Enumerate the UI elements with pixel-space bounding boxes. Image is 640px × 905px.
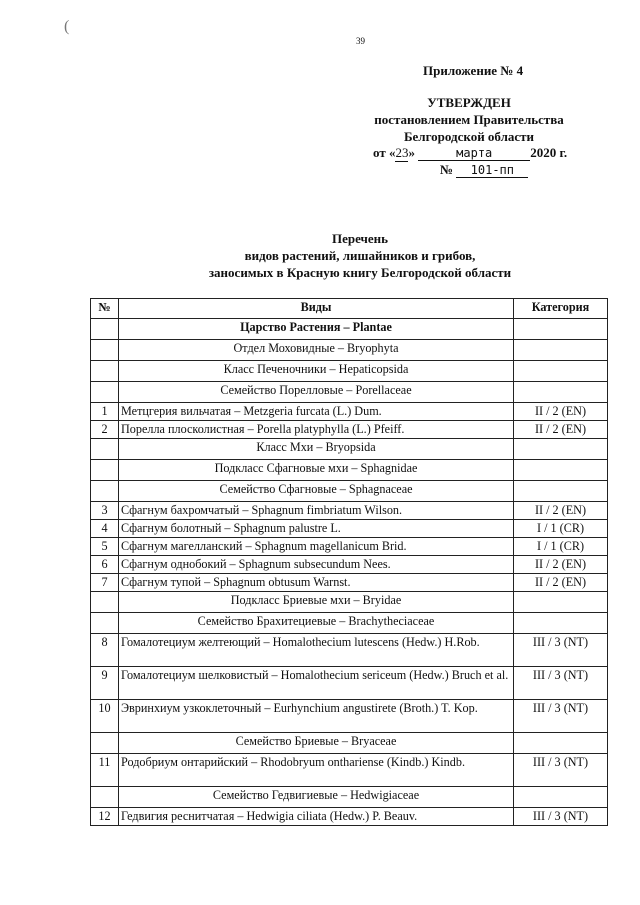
number-cell xyxy=(91,382,119,403)
taxon-header-row xyxy=(91,319,608,340)
col-header-number: № xyxy=(91,299,119,319)
species-cell: Семейство Бриевые – Bryaceae xyxy=(119,733,514,754)
taxon-header-row xyxy=(91,340,608,361)
number-cell xyxy=(91,787,119,808)
category-cell xyxy=(514,613,608,634)
category-cell: II / 2 (EN) xyxy=(514,421,608,439)
category-cell: II / 2 (EN) xyxy=(514,403,608,421)
category-cell xyxy=(514,361,608,382)
number-cell: 8 xyxy=(91,634,119,667)
table-row xyxy=(91,574,608,592)
species-cell: Семейство Сфагновые – Sphagnaceae xyxy=(119,481,514,502)
category-cell xyxy=(514,382,608,403)
category-cell: III / 3 (NT) xyxy=(514,754,608,787)
species-cell: Отдел Моховидные – Bryophyta xyxy=(119,340,514,361)
approval-line1: УТВЕРЖДЕН xyxy=(427,95,511,110)
table-row xyxy=(91,667,608,700)
number-cell xyxy=(91,340,119,361)
number-cell: 9 xyxy=(91,667,119,700)
category-cell xyxy=(514,460,608,481)
category-cell xyxy=(514,340,608,361)
taxon-header-row xyxy=(91,361,608,382)
taxon-header-row xyxy=(91,481,608,502)
taxon-header-row xyxy=(91,439,608,460)
table-row xyxy=(91,520,608,538)
species-cell: Семейство Гедвигиевые – Hedwigiaceae xyxy=(119,787,514,808)
number-cell: 6 xyxy=(91,556,119,574)
taxon-header-row xyxy=(91,733,608,754)
category-cell xyxy=(514,481,608,502)
approval-date: от «23» марта 2020 г. xyxy=(373,145,568,160)
category-cell xyxy=(514,787,608,808)
species-cell: Сфагнум магелланский – Sphagnum magellanicum Brid. xyxy=(119,538,514,556)
document-title: Перечень видов растений, лишайников и грибов, заносимых в Красную книгу Белгородской области xyxy=(208,231,512,280)
taxon-header-row xyxy=(91,460,608,481)
margin-mark: ( xyxy=(64,18,70,35)
category-cell xyxy=(514,319,608,340)
approval-line2: постановлением Правительства xyxy=(374,112,564,127)
approval-number: № 101-пп xyxy=(440,162,528,178)
number-cell: 10 xyxy=(91,700,119,733)
species-cell: Гомалотециум шелковистый – Homalothecium sericeum (Hedw.) Bruch et al. xyxy=(119,667,514,700)
category-cell xyxy=(514,733,608,754)
table-row xyxy=(91,700,608,733)
number-cell xyxy=(91,319,119,340)
approval-line3: Белгородской области xyxy=(403,129,535,144)
approval-block xyxy=(330,94,608,145)
species-cell: Эвринхиум узкоклеточный – Eurhynchium angustirete (Broth.) T. Kop. xyxy=(119,700,514,733)
number-cell: 3 xyxy=(91,502,119,520)
page-number: 39 xyxy=(356,36,365,46)
table-row xyxy=(91,502,608,520)
species-cell: Сфагнум бахромчатый – Sphagnum fimbriatum Wilson. xyxy=(119,502,514,520)
category-cell: II / 2 (EN) xyxy=(514,502,608,520)
category-cell: II / 2 (EN) xyxy=(514,574,608,592)
number-cell xyxy=(91,481,119,502)
category-cell: III / 3 (NT) xyxy=(514,667,608,700)
table-row xyxy=(91,808,608,826)
number-cell xyxy=(91,361,119,382)
species-cell: Подкласс Сфагновые мхи – Sphagnidae xyxy=(119,460,514,481)
category-cell: III / 3 (NT) xyxy=(514,808,608,826)
table-row xyxy=(91,634,608,667)
table-row xyxy=(91,421,608,439)
taxon-header-row xyxy=(91,382,608,403)
table-row xyxy=(91,538,608,556)
species-cell: Семейство Порелловые – Porellaceae xyxy=(119,382,514,403)
number-cell xyxy=(91,460,119,481)
table-row xyxy=(91,403,608,421)
number-cell: 5 xyxy=(91,538,119,556)
category-cell xyxy=(514,592,608,613)
number-cell: 2 xyxy=(91,421,119,439)
species-cell: Гедвигия реснитчатая – Hedwigia ciliata (Hedw.) P. Beauv. xyxy=(119,808,514,826)
number-cell: 12 xyxy=(91,808,119,826)
appendix-label: Приложение № 4 xyxy=(423,63,524,78)
date-day: 23 xyxy=(395,145,409,160)
species-cell: Класс Мхи – Bryopsida xyxy=(119,439,514,460)
category-cell: III / 3 (NT) xyxy=(514,700,608,733)
species-cell: Класс Печеночники – Hepaticopsida xyxy=(119,361,514,382)
category-cell: II / 2 (EN) xyxy=(514,556,608,574)
species-cell: Царство Растения – Plantae xyxy=(119,319,514,340)
col-header-species: Виды xyxy=(119,299,514,319)
number-cell xyxy=(91,733,119,754)
col-header-category: Категория xyxy=(514,299,608,319)
category-cell: I / 1 (CR) xyxy=(514,538,608,556)
species-cell: Сфагнум тупой – Sphagnum obtusum Warnst. xyxy=(119,574,514,592)
species-cell: Семейство Брахитециевые – Brachytheciaceae xyxy=(119,613,514,634)
species-cell: Сфагнум болотный – Sphagnum palustre L. xyxy=(119,520,514,538)
number-cell: 7 xyxy=(91,574,119,592)
number-cell: 4 xyxy=(91,520,119,538)
number-cell: 1 xyxy=(91,403,119,421)
species-cell: Порелла плосколистная – Porella platyphylla (L.) Pfeiff. xyxy=(119,421,514,439)
category-cell: III / 3 (NT) xyxy=(514,634,608,667)
species-cell: Гомалотециум желтеющий – Homalothecium lutescens (Hedw.) H.Rob. xyxy=(119,634,514,667)
species-cell: Сфагнум однобокий – Sphagnum subsecundum Nees. xyxy=(119,556,514,574)
number-cell xyxy=(91,439,119,460)
species-cell: Родобриум онтарийский – Rhodobryum onthariense (Kindb.) Kindb. xyxy=(119,754,514,787)
taxon-header-row xyxy=(91,592,608,613)
number-cell: 11 xyxy=(91,754,119,787)
number-value: 101-пп xyxy=(456,163,528,178)
date-month: марта xyxy=(418,146,530,161)
number-cell xyxy=(91,592,119,613)
category-cell: I / 1 (CR) xyxy=(514,520,608,538)
species-cell: Подкласс Бриевые мхи – Bryidae xyxy=(119,592,514,613)
table-row xyxy=(91,556,608,574)
species-cell: Метцгерия вильчатая – Metzgeria furcata (L.) Dum. xyxy=(119,403,514,421)
taxon-header-row xyxy=(91,787,608,808)
taxon-header-row xyxy=(91,613,608,634)
table-row xyxy=(91,754,608,787)
number-cell xyxy=(91,613,119,634)
category-cell xyxy=(514,439,608,460)
species-table xyxy=(90,298,608,826)
